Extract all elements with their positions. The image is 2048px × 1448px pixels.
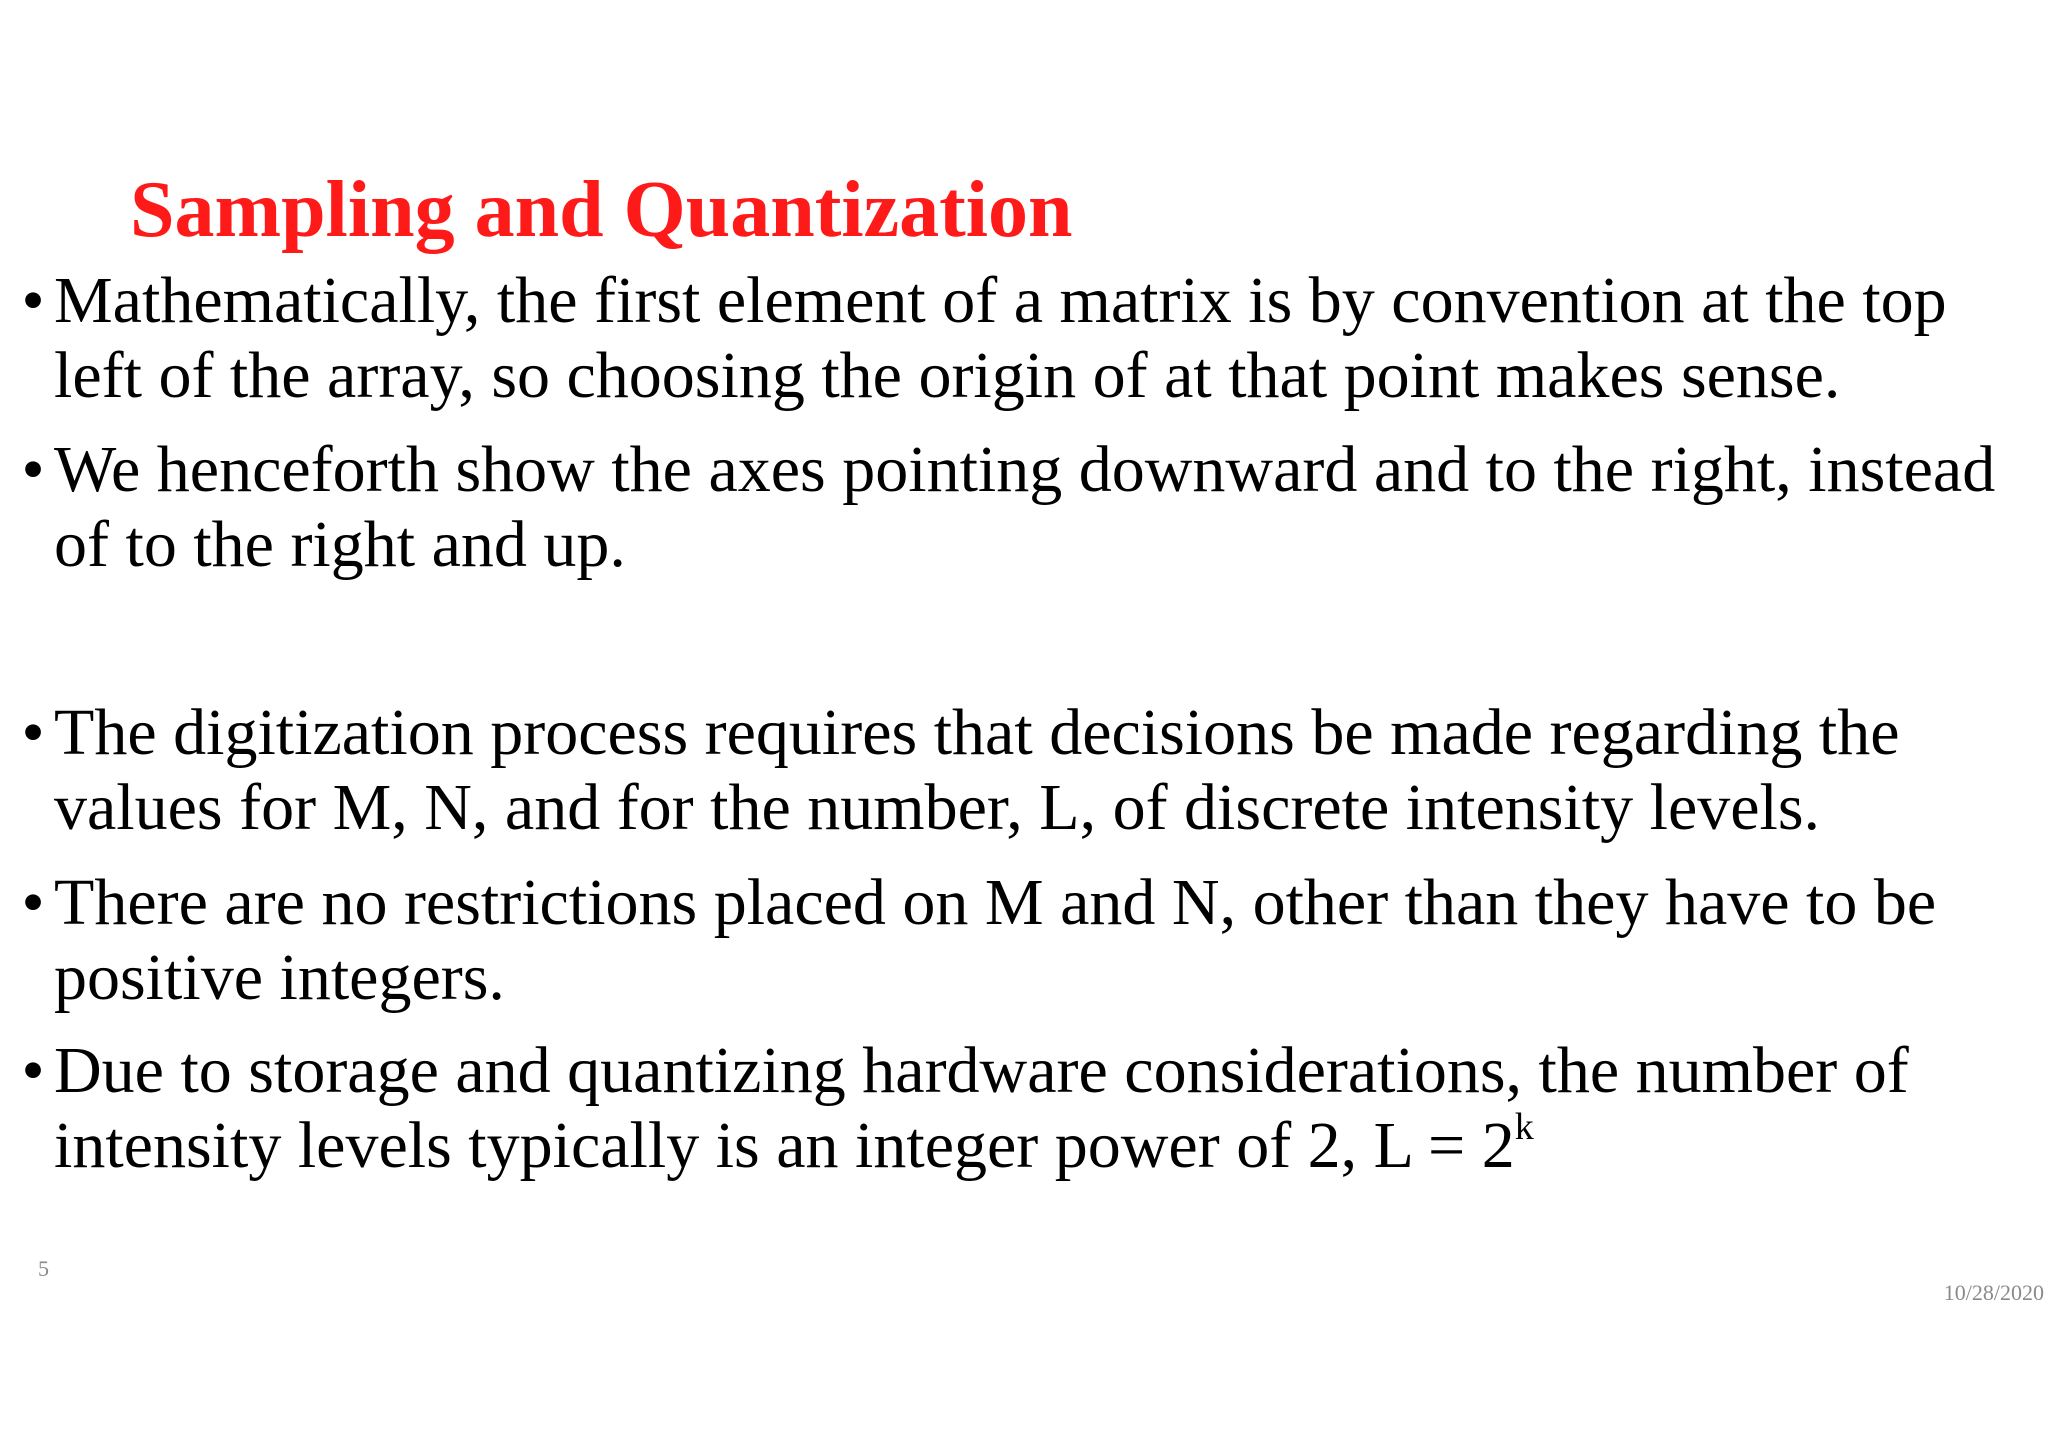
- bullet-dot: •: [21, 696, 45, 769]
- slide-title: Sampling and Quantization: [130, 166, 1073, 254]
- bullet-dot: •: [21, 1034, 45, 1107]
- bullet-text-main: Due to storage and quantizing hardware considerations, the number of intensity levels typically is an integer power of 2, L = 2: [54, 1034, 1909, 1182]
- bullet-item: [12, 432, 2037, 582]
- bullet-dot: •: [21, 866, 45, 939]
- bullet-text: There are no restrictions placed on M and N, other than they have to be positive integers.: [54, 866, 1937, 1014]
- bullet-item: [12, 1033, 2037, 1183]
- bullet-dot: •: [21, 264, 45, 337]
- bullet-text: We henceforth show the axes pointing downward and to the right, instead of to the right and up.: [54, 433, 1996, 581]
- slide-number: 5: [38, 1256, 49, 1281]
- bullet-item: [12, 695, 2037, 845]
- superscript-exponent: k: [1514, 1106, 1534, 1148]
- bullet-item: [12, 865, 2037, 1015]
- slide-date: 10/28/2020: [1943, 1280, 2044, 1305]
- bullet-item: [12, 263, 2037, 413]
- bullet-text: [54, 1033, 2037, 1183]
- bullet-text: The digitization process requires that decisions be made regarding the values for M, N, and for the number, L, of discrete intensity levels.: [54, 696, 1900, 844]
- bullet-dot: •: [21, 433, 45, 506]
- bullet-text: Mathematically, the first element of a matrix is by convention at the top left of the array, so choosing the origin of at that point makes sense.: [54, 264, 1947, 412]
